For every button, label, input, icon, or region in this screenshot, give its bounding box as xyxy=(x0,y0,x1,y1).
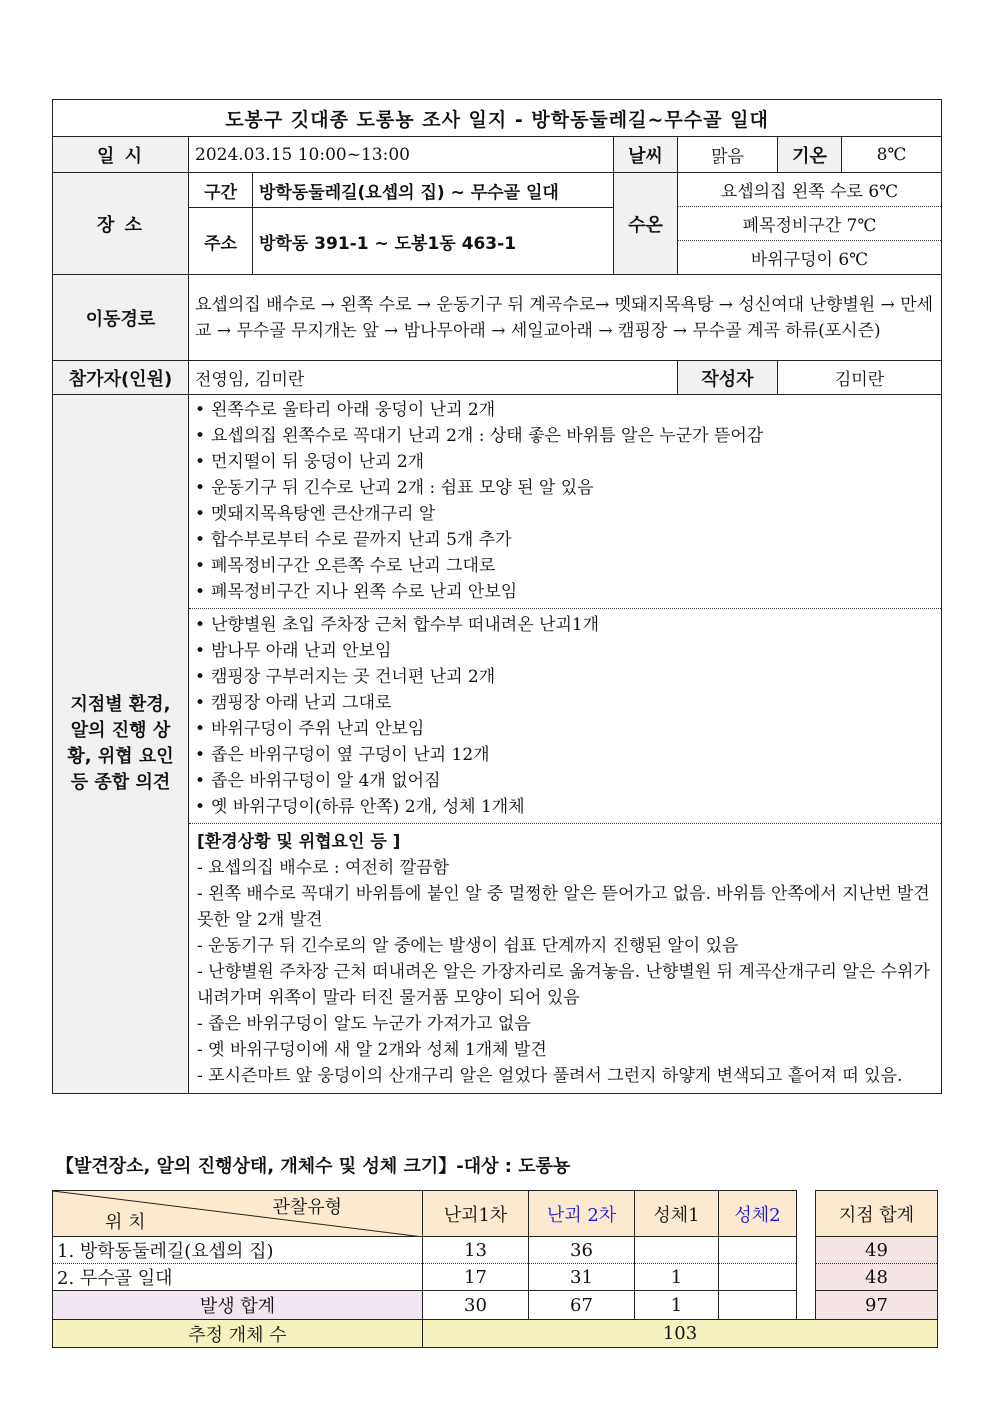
list-item: • 옛 바위구덩이(하류 안쪽) 2개, 성체 1개체 xyxy=(189,794,941,820)
env-line: - 요셉의집 배수로 : 여전히 깔끔함 xyxy=(197,858,449,878)
weather-value: 맑음 xyxy=(678,137,778,173)
list-item: • 왼쪽수로 울타리 아래 웅덩이 난괴 2개 xyxy=(189,397,941,423)
cell-total: 49 xyxy=(816,1237,938,1264)
table-row xyxy=(53,1237,938,1264)
route-label: 이동경로 xyxy=(53,275,189,361)
cell-total: 97 xyxy=(816,1291,938,1320)
cell xyxy=(719,1291,797,1320)
cell: 17 xyxy=(423,1264,529,1291)
list-item: • 폐목정비구간 오른쪽 수로 난괴 그대로 xyxy=(189,553,941,579)
environment-notes xyxy=(189,824,941,1093)
env-line: - 좁은 바위구덩이 알도 누군가 가져가고 없음 xyxy=(197,1014,531,1034)
address-label: 주소 xyxy=(189,208,253,275)
cell xyxy=(719,1264,797,1291)
observation-group-2 xyxy=(189,609,941,824)
estimate-row xyxy=(53,1320,938,1348)
list-item: • 바위구덩이 주위 난괴 안보임 xyxy=(189,716,941,742)
route-value: 요셉의집 배수로 → 왼쪽 수로 → 운동기구 뒤 계곡수로→ 멧돼지목욕탕 → 성신여대 난향별원 → 만세교 → 무수골 무지개논 앞 → 밤나무아래 → 세일교아래 → 캠핑장 → 무수골 계곡 하류(포시즌) xyxy=(189,275,942,361)
table-row xyxy=(53,1264,938,1291)
header-type: 관찰유형 xyxy=(272,1197,342,1218)
col-header: 난괴 2차 xyxy=(529,1191,635,1237)
col-header-total: 지점 합계 xyxy=(816,1191,938,1237)
summary-table xyxy=(52,1190,938,1348)
spacer xyxy=(797,1191,816,1237)
cell-total: 48 xyxy=(816,1264,938,1291)
watertemp-item: 바위구덩이 6℃ xyxy=(750,249,869,270)
watertemp-item: 요셉의집 왼쪽 수로 6℃ xyxy=(678,173,941,206)
spacer xyxy=(797,1291,816,1320)
header-diagonal-cell xyxy=(53,1191,423,1237)
watertemp-list xyxy=(678,173,941,274)
section-label: 구간 xyxy=(189,173,253,208)
participants-value: 전영임, 김미란 xyxy=(189,361,678,395)
list-item: • 합수부로부터 수로 끝까지 난괴 5개 추가 xyxy=(189,527,941,553)
date-label: 일 시 xyxy=(53,137,189,173)
watertemp-item: 폐목정비구간 7℃ xyxy=(678,206,941,240)
env-line: - 포시즌마트 앞 웅덩이의 산개구리 알은 얼었다 풀려서 그런지 하얗게 변색되고 흩어져 떠 있음. xyxy=(197,1066,903,1086)
summary-title: 【발견장소, 알의 진행상태, 개체수 및 성체 크기】-대상 : 도롱뇽 xyxy=(56,1156,571,1177)
place-label: 장 소 xyxy=(53,173,189,275)
list-item: • 먼지떨이 뒤 웅덩이 난괴 2개 xyxy=(189,449,941,475)
list-item: • 캠핑장 아래 난괴 그대로 xyxy=(189,690,941,716)
date-value: 2024.03.15 10:00~13:00 xyxy=(189,137,614,173)
list-item: • 난향별원 초입 주차장 근처 합수부 떠내려온 난괴1개 xyxy=(189,612,941,638)
cell xyxy=(719,1237,797,1264)
env-line: - 운동기구 뒤 긴수로의 알 중에는 발생이 쉼표 단계까지 진행된 알이 있음 xyxy=(197,936,739,956)
estimate-value: 103 xyxy=(423,1320,938,1348)
log-table xyxy=(52,99,942,1094)
spacer xyxy=(797,1264,816,1291)
env-title: [환경상황 및 위협요인 등 ] xyxy=(197,832,401,852)
row-name: 2. 무수골 일대 xyxy=(53,1264,423,1291)
list-item: • 운동기구 뒤 긴수로 난괴 2개 : 쉼표 모양 된 알 있음 xyxy=(189,475,941,501)
header-location: 위 치 xyxy=(105,1212,146,1233)
participants-label: 참가자(인원) xyxy=(53,361,189,395)
spacer xyxy=(797,1237,816,1264)
row-name: 1. 방학동둘레길(요셉의 집) xyxy=(53,1237,423,1264)
survey-log xyxy=(52,99,941,1094)
list-item: • 밤나무 아래 난괴 안보임 xyxy=(189,638,941,664)
airtemp-label: 기온 xyxy=(778,137,842,173)
watertemp-label: 수온 xyxy=(614,173,678,275)
summary-table-wrap xyxy=(52,1190,937,1348)
cell: 67 xyxy=(529,1291,635,1320)
list-item: • 좁은 바위구덩이 알 4개 없어짐 xyxy=(189,768,941,794)
estimate-label: 추정 개체 수 xyxy=(53,1320,423,1348)
sum-row xyxy=(53,1291,938,1320)
cell: 1 xyxy=(635,1291,719,1320)
section-value: 방학동둘레길(요셉의 집) ~ 무수골 일대 xyxy=(253,173,614,208)
list-item: • 캠핑장 구부러지는 곳 건너편 난괴 2개 xyxy=(189,664,941,690)
opinion-label: 지점별 환경, 알의 진행 상황, 위협 요인 등 종합 의견 xyxy=(53,395,189,1094)
observation-group-1 xyxy=(189,395,941,609)
env-line: - 난향별원 주차장 근처 떠내려온 알은 가장자리로 옮겨놓음. 난향별원 뒤 계곡산개구리 알은 수위가 내려가며 위쪽이 말라 터진 물거품 모양이 되어 있음 xyxy=(197,962,930,1008)
list-item: • 멧돼지목욕탕엔 큰산개구리 알 xyxy=(189,501,941,527)
list-item: • 폐목정비구간 지나 왼쪽 수로 난괴 안보임 xyxy=(189,579,941,605)
list-item: • 좁은 바위구덩이 옆 구덩이 난괴 12개 xyxy=(189,742,941,768)
page-title: 도봉구 깃대종 도롱뇽 조사 일지 - 방학동둘레길~무수골 일대 xyxy=(53,100,942,137)
sum-label: 발생 합계 xyxy=(53,1291,423,1320)
cell: 13 xyxy=(423,1237,529,1264)
list-item: • 요셉의집 왼쪽수로 꼭대기 난괴 2개 : 상태 좋은 바위틈 알은 누군가 뜯어감 xyxy=(189,423,941,449)
cell: 36 xyxy=(529,1237,635,1264)
col-header: 성체2 xyxy=(719,1191,797,1237)
env-line: - 왼쪽 배수로 꼭대기 바위틈에 붙인 알 중 멀쩡한 알은 뜯어가고 없음. 바위틈 안쪽에서 지난번 발견 못한 알 2개 발견 xyxy=(197,884,930,930)
cell xyxy=(635,1237,719,1264)
address-value: 방학동 391-1 ~ 도봉1동 463-1 xyxy=(253,208,614,275)
cell: 31 xyxy=(529,1264,635,1291)
writer-label: 작성자 xyxy=(678,361,778,395)
airtemp-value: 8℃ xyxy=(842,137,942,173)
cell: 30 xyxy=(423,1291,529,1320)
writer-value: 김미란 xyxy=(778,361,942,395)
env-line: - 옛 바위구덩이에 새 알 2개와 성체 1개체 발견 xyxy=(197,1040,547,1060)
col-header: 성체1 xyxy=(635,1191,719,1237)
weather-label: 날씨 xyxy=(614,137,678,173)
cell: 1 xyxy=(635,1264,719,1291)
col-header: 난괴1차 xyxy=(423,1191,529,1237)
